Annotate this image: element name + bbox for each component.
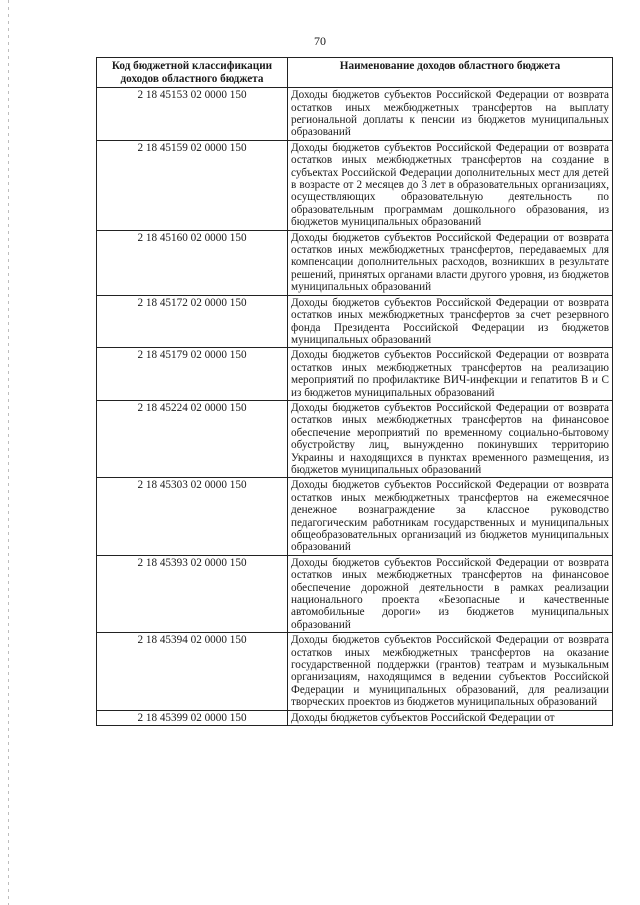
row-code: 2 18 45303 02 0000 150 [97,478,288,555]
table-row [97,478,613,555]
row-name: Доходы бюджетов субъектов Российской Федерации от возврата остатков иных межбюджетных трансфертов, передаваемых для компенсации дополнительных расходов, возникших в результате решений, принятых органами власти другого уровня, из бюджетов муниципальных образований [288,230,613,295]
header-name: Наименование доходов областного бюджета [288,58,613,88]
row-name: Доходы бюджетов субъектов Российской Федерации от возврата остатков иных межбюджетных трансфертов на создание в субъектах Российской Федерации дополнительных мест для детей в возрасте от 2 месяцев до 3 лет в образовательных организациях, осуществляющих образовательную деятельность по образовательным программам дошкольного образования, из бюджетов муниципальных образований [288,140,613,230]
table-row [97,710,613,725]
page-number: 70 [314,34,326,48]
row-code: 2 18 45399 02 0000 150 [97,710,288,725]
table-row [97,88,613,141]
header-code: Код бюджетной классификации доходов областного бюджета [97,58,288,88]
row-name: Доходы бюджетов субъектов Российской Федерации от [288,710,613,725]
row-code: 2 18 45179 02 0000 150 [97,348,288,401]
table-row [97,633,613,710]
row-code: 2 18 45224 02 0000 150 [97,400,288,477]
row-name: Доходы бюджетов субъектов Российской Федерации от возврата остатков иных межбюджетных трансфертов на оказание государственной поддержки (грантов) театрам и музыкальным организациям, находящимся в ведении субъектов Российской Федерации и муниципальных образований, для реализации творческих проектов из бюджетов муниципальных образований [288,633,613,710]
row-name: Доходы бюджетов субъектов Российской Федерации от возврата остатков иных межбюджетных трансфертов на финансовое обеспечение дорожной деятельности в рамках реализации национального проекта «Безопасные и качественные автомобильные дороги» из бюджетов муниципальных образований [288,555,613,632]
row-code: 2 18 45160 02 0000 150 [97,230,288,295]
table-row [97,230,613,295]
row-code: 2 18 45394 02 0000 150 [97,633,288,710]
row-name: Доходы бюджетов субъектов Российской Федерации от возврата остатков иных межбюджетных трансфертов на ежемесячное денежное вознаграждение за классное руководство педагогическим работникам государственных и муниципальных общеобразовательных организаций из бюджетов муниципальных образований [288,478,613,555]
row-name: Доходы бюджетов субъектов Российской Федерации от возврата остатков иных межбюджетных трансфертов на выплату региональной доплаты к пенсии из бюджетов муниципальных образований [288,88,613,141]
row-name: Доходы бюджетов субъектов Российской Федерации от возврата остатков иных межбюджетных трансфертов за счет резервного фонда Президента Российской Федерации из бюджетов муниципальных образований [288,295,613,348]
table-row [97,140,613,230]
row-code: 2 18 45172 02 0000 150 [97,295,288,348]
budget-income-table [96,57,613,726]
table-row [97,295,613,348]
table-header-row [97,58,613,88]
scan-edge-line [8,0,9,905]
row-name: Доходы бюджетов субъектов Российской Федерации от возврата остатков иных межбюджетных трансфертов на финансовое обеспечение мероприятий по временному социально-бытовому обустройству лиц, вынужденно покинувших территорию Украины и находящихся в пунктах временного размещения, из бюджетов муниципальных образований [288,400,613,477]
table-row [97,555,613,632]
row-code: 2 18 45153 02 0000 150 [97,88,288,141]
row-code: 2 18 45159 02 0000 150 [97,140,288,230]
row-code: 2 18 45393 02 0000 150 [97,555,288,632]
table-row [97,348,613,401]
row-name: Доходы бюджетов субъектов Российской Федерации от возврата остатков иных межбюджетных трансфертов на реализацию мероприятий по профилактике ВИЧ-инфекции и гепатитов B и C из бюджетов муниципальных образований [288,348,613,401]
table-row [97,400,613,477]
